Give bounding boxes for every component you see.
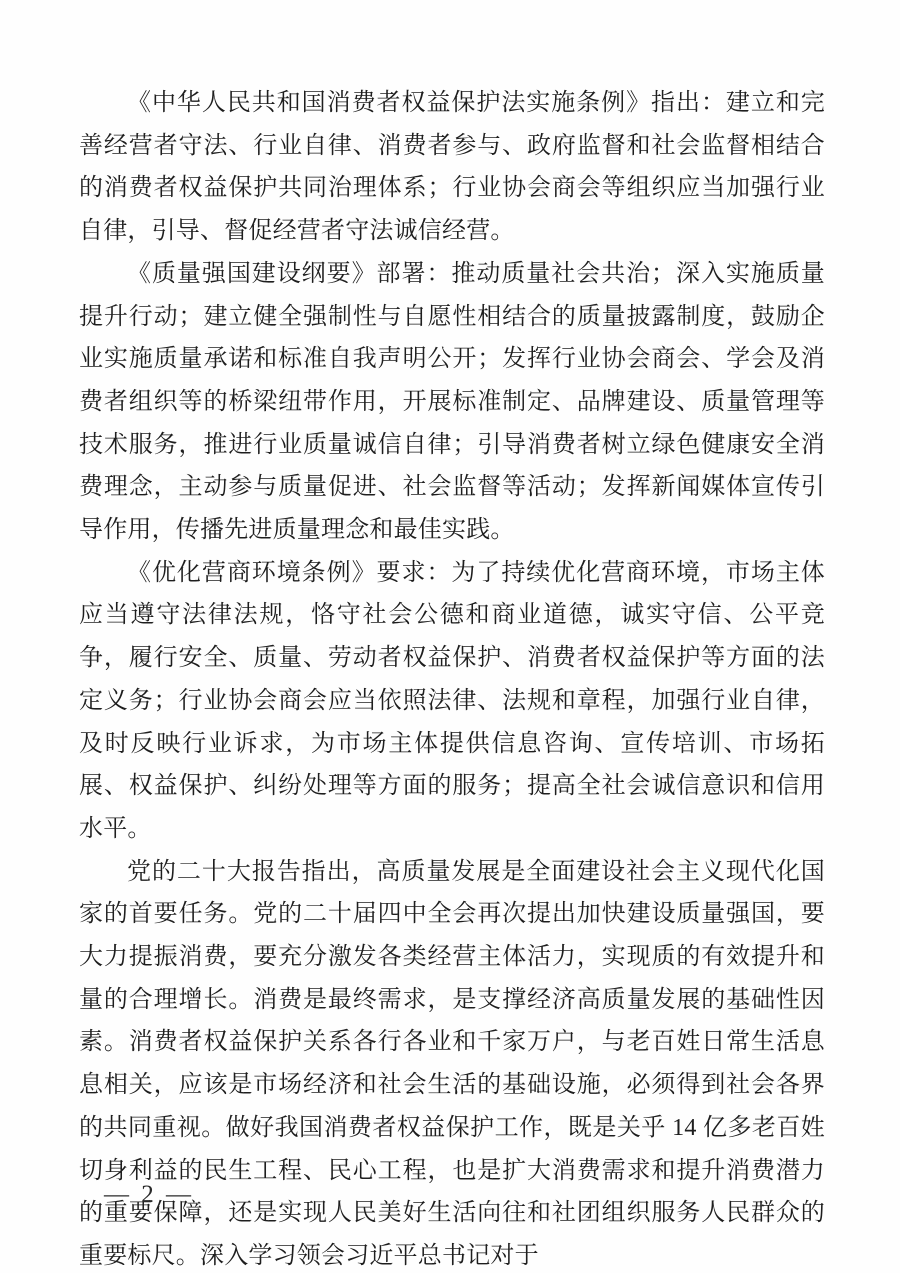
paragraph-consumer-rights-regulation: 《中华人民共和国消费者权益保护法实施条例》指出：建立和完善经营者守法、行业自律、消费者参与、政府监督和社会监督相结合的消费者权益保护共同治理体系；行业协会商会等组织应当加强行业自律，引导、督促经营者守法诚信经营。 (79, 90, 825, 245)
paragraph-party-congress-report: 党的二十大报告指出，高质量发展是全面建设社会主义现代化国家的首要任务。党的二十届四中全会再次提出加快建设质量强国，要大力提振消费，要充分激发各类经营主体活力，实现质的有效提升和量的合理增长。消费是最终需求，是支撑经济高质量发展的基础性因素。消费者权益保护关系各行各业和千家万户，与老百姓日常生活息息相关，应该是市场经济和社会生活的基础设施，必须得到社会各界的共同重视。做好我国消费者权益保护工作，既是关乎 14 亿多老百姓切身利益的民生工程、民心工程，也是扩大消费需求和提升消费潜力的重要保障，还是实现人民美好生活向往和社团组织服务人民群众的重要标尺。深入学习领会习近平总书记对于 (79, 858, 825, 1269)
document-body (79, 82, 825, 1273)
paragraph-quality-nation-outline: 《质量强国建设纲要》部署：推动质量社会共治；深入实施质量提升行动；建立健全强制性与自愿性相结合的质量披露制度，鼓励企业实施质量承诺和标准自我声明公开；发挥行业协会商会、学会及消费者组织等的桥梁纽带作用，开展标准制定、品牌建设、质量管理等技术服务，推进行业质量诚信自律；引导消费者树立绿色健康安全消费理念，主动参与质量促进、社会监督等活动；发挥新闻媒体宣传引导作用，传播先进质量理念和最佳实践。 (79, 260, 825, 544)
paragraph-business-environment-regulation: 《优化营商环境条例》要求：为了持续优化营商环境，市场主体应当遵守法律法规，恪守社会公德和商业道德，诚实守信、公平竞争，履行安全、质量、劳动者权益保护、消费者权益保护等方面的法定义务；行业协会商会应当依照法律、法规和章程，加强行业自律，及时反映行业诉求，为市场主体提供信息咨询、宣传培训、市场拓展、权益保护、纠纷处理等方面的服务；提高全社会诚信意识和信用水平。 (79, 559, 825, 842)
page-number: — 2 — (104, 1181, 194, 1208)
